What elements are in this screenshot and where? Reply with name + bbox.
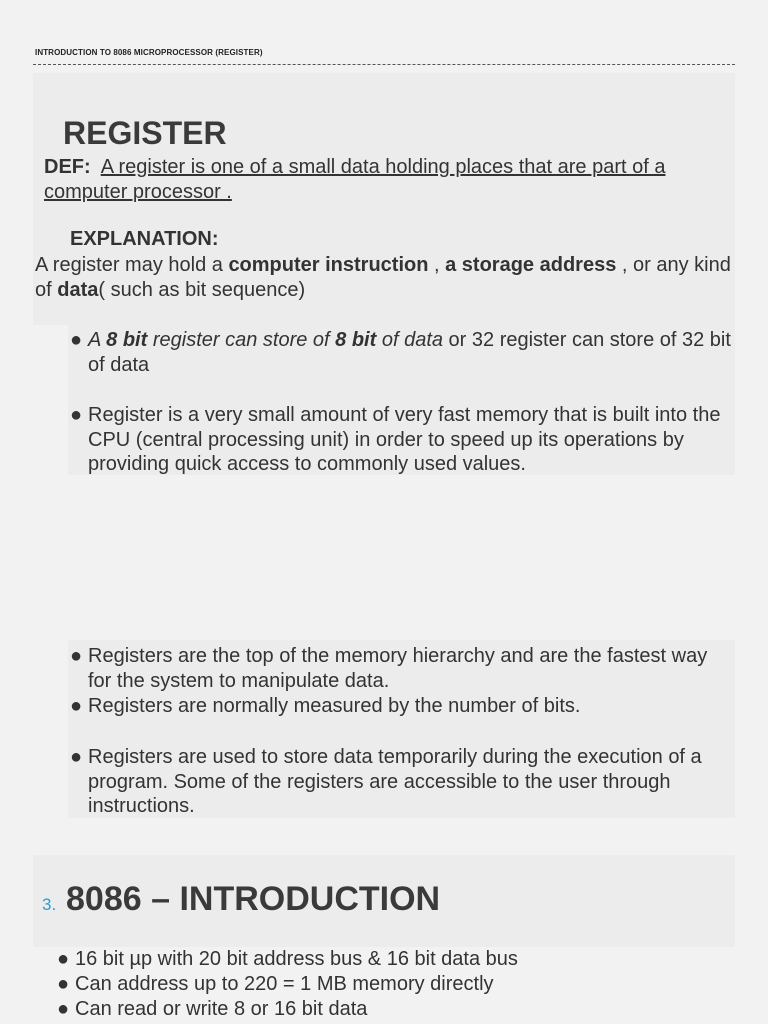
list-item bbox=[57, 972, 737, 997]
bullet-list-3 bbox=[70, 644, 735, 693]
bullet-icon: ● bbox=[57, 998, 70, 1020]
text-run: , or any kind of bbox=[35, 254, 731, 301]
list-item bbox=[57, 947, 737, 972]
bullet-icon: ● bbox=[70, 329, 83, 351]
bullet-list-2 bbox=[70, 403, 735, 477]
bullet-icon: ● bbox=[70, 695, 83, 717]
list-item-text: 16 bit µp with 20 bit address bus & 16 bit data bus bbox=[75, 948, 518, 970]
page-header: INTRODUCTION TO 8086 MICROPROCESSOR (REGISTER) bbox=[35, 48, 263, 57]
section-bullet-list bbox=[57, 947, 737, 1022]
list-item bbox=[70, 745, 735, 819]
text-run: register can store of bbox=[147, 329, 336, 351]
section-number: 3. bbox=[42, 895, 57, 914]
list-item bbox=[70, 644, 735, 693]
explanation-heading: EXPLANATION: bbox=[70, 228, 219, 250]
definition-label: DEF: bbox=[44, 156, 91, 178]
list-item bbox=[57, 997, 737, 1022]
text-run: of data bbox=[376, 329, 443, 351]
text-run: A bbox=[88, 329, 107, 351]
section-title: 8086 – INTRODUCTION bbox=[66, 880, 441, 918]
bold-term: 8 bit bbox=[335, 329, 377, 351]
header-divider bbox=[33, 64, 735, 65]
text-run: ( such as bit sequence) bbox=[98, 278, 306, 301]
page-title: REGISTER bbox=[63, 115, 227, 151]
bold-term: data bbox=[57, 278, 99, 301]
bullet-list-1 bbox=[70, 328, 735, 377]
bullet-icon: ● bbox=[70, 746, 83, 768]
bullet-icon: ● bbox=[57, 948, 70, 970]
list-item bbox=[70, 403, 735, 477]
list-item-text: Register is a very small amount of very fast memory that is built into the CPU (central processing unit) in order to speed up its operations by providing quick access to commonly used values. bbox=[88, 404, 721, 475]
bullet-list-4 bbox=[70, 694, 735, 719]
list-item bbox=[70, 694, 735, 719]
list-item bbox=[70, 328, 735, 377]
list-item-text: Registers are normally measured by the number of bits. bbox=[88, 695, 581, 717]
bullet-icon: ● bbox=[70, 645, 83, 667]
bullet-icon: ● bbox=[57, 973, 70, 995]
text-run: or 32 register can store of 32 bit of data bbox=[88, 329, 731, 376]
definition bbox=[44, 155, 734, 204]
bold-term: computer instruction bbox=[228, 254, 429, 276]
list-item-text: Registers are the top of the memory hierarchy and are the fastest way for the system to manipulate data. bbox=[88, 645, 708, 692]
bullet-icon: ● bbox=[70, 404, 83, 426]
definition-text: A register is one of a small data holding places that are part of a computer processor . bbox=[44, 156, 666, 203]
list-item-text: Can address up to 220 = 1 MB memory directly bbox=[75, 973, 494, 995]
bullet-list-5 bbox=[70, 745, 735, 819]
list-item-text: Registers are used to store data temporarily during the execution of a program. Some of the registers are accessible to the user through instructions. bbox=[88, 746, 702, 817]
list-item-text: Can read or write 8 or 16 bit data bbox=[75, 998, 368, 1020]
bold-term: a storage address bbox=[445, 254, 617, 276]
explanation-text bbox=[35, 253, 735, 302]
text-run: , bbox=[428, 254, 446, 276]
bold-term: 8 bit bbox=[106, 329, 148, 351]
text-run: A register may hold a bbox=[35, 254, 229, 276]
